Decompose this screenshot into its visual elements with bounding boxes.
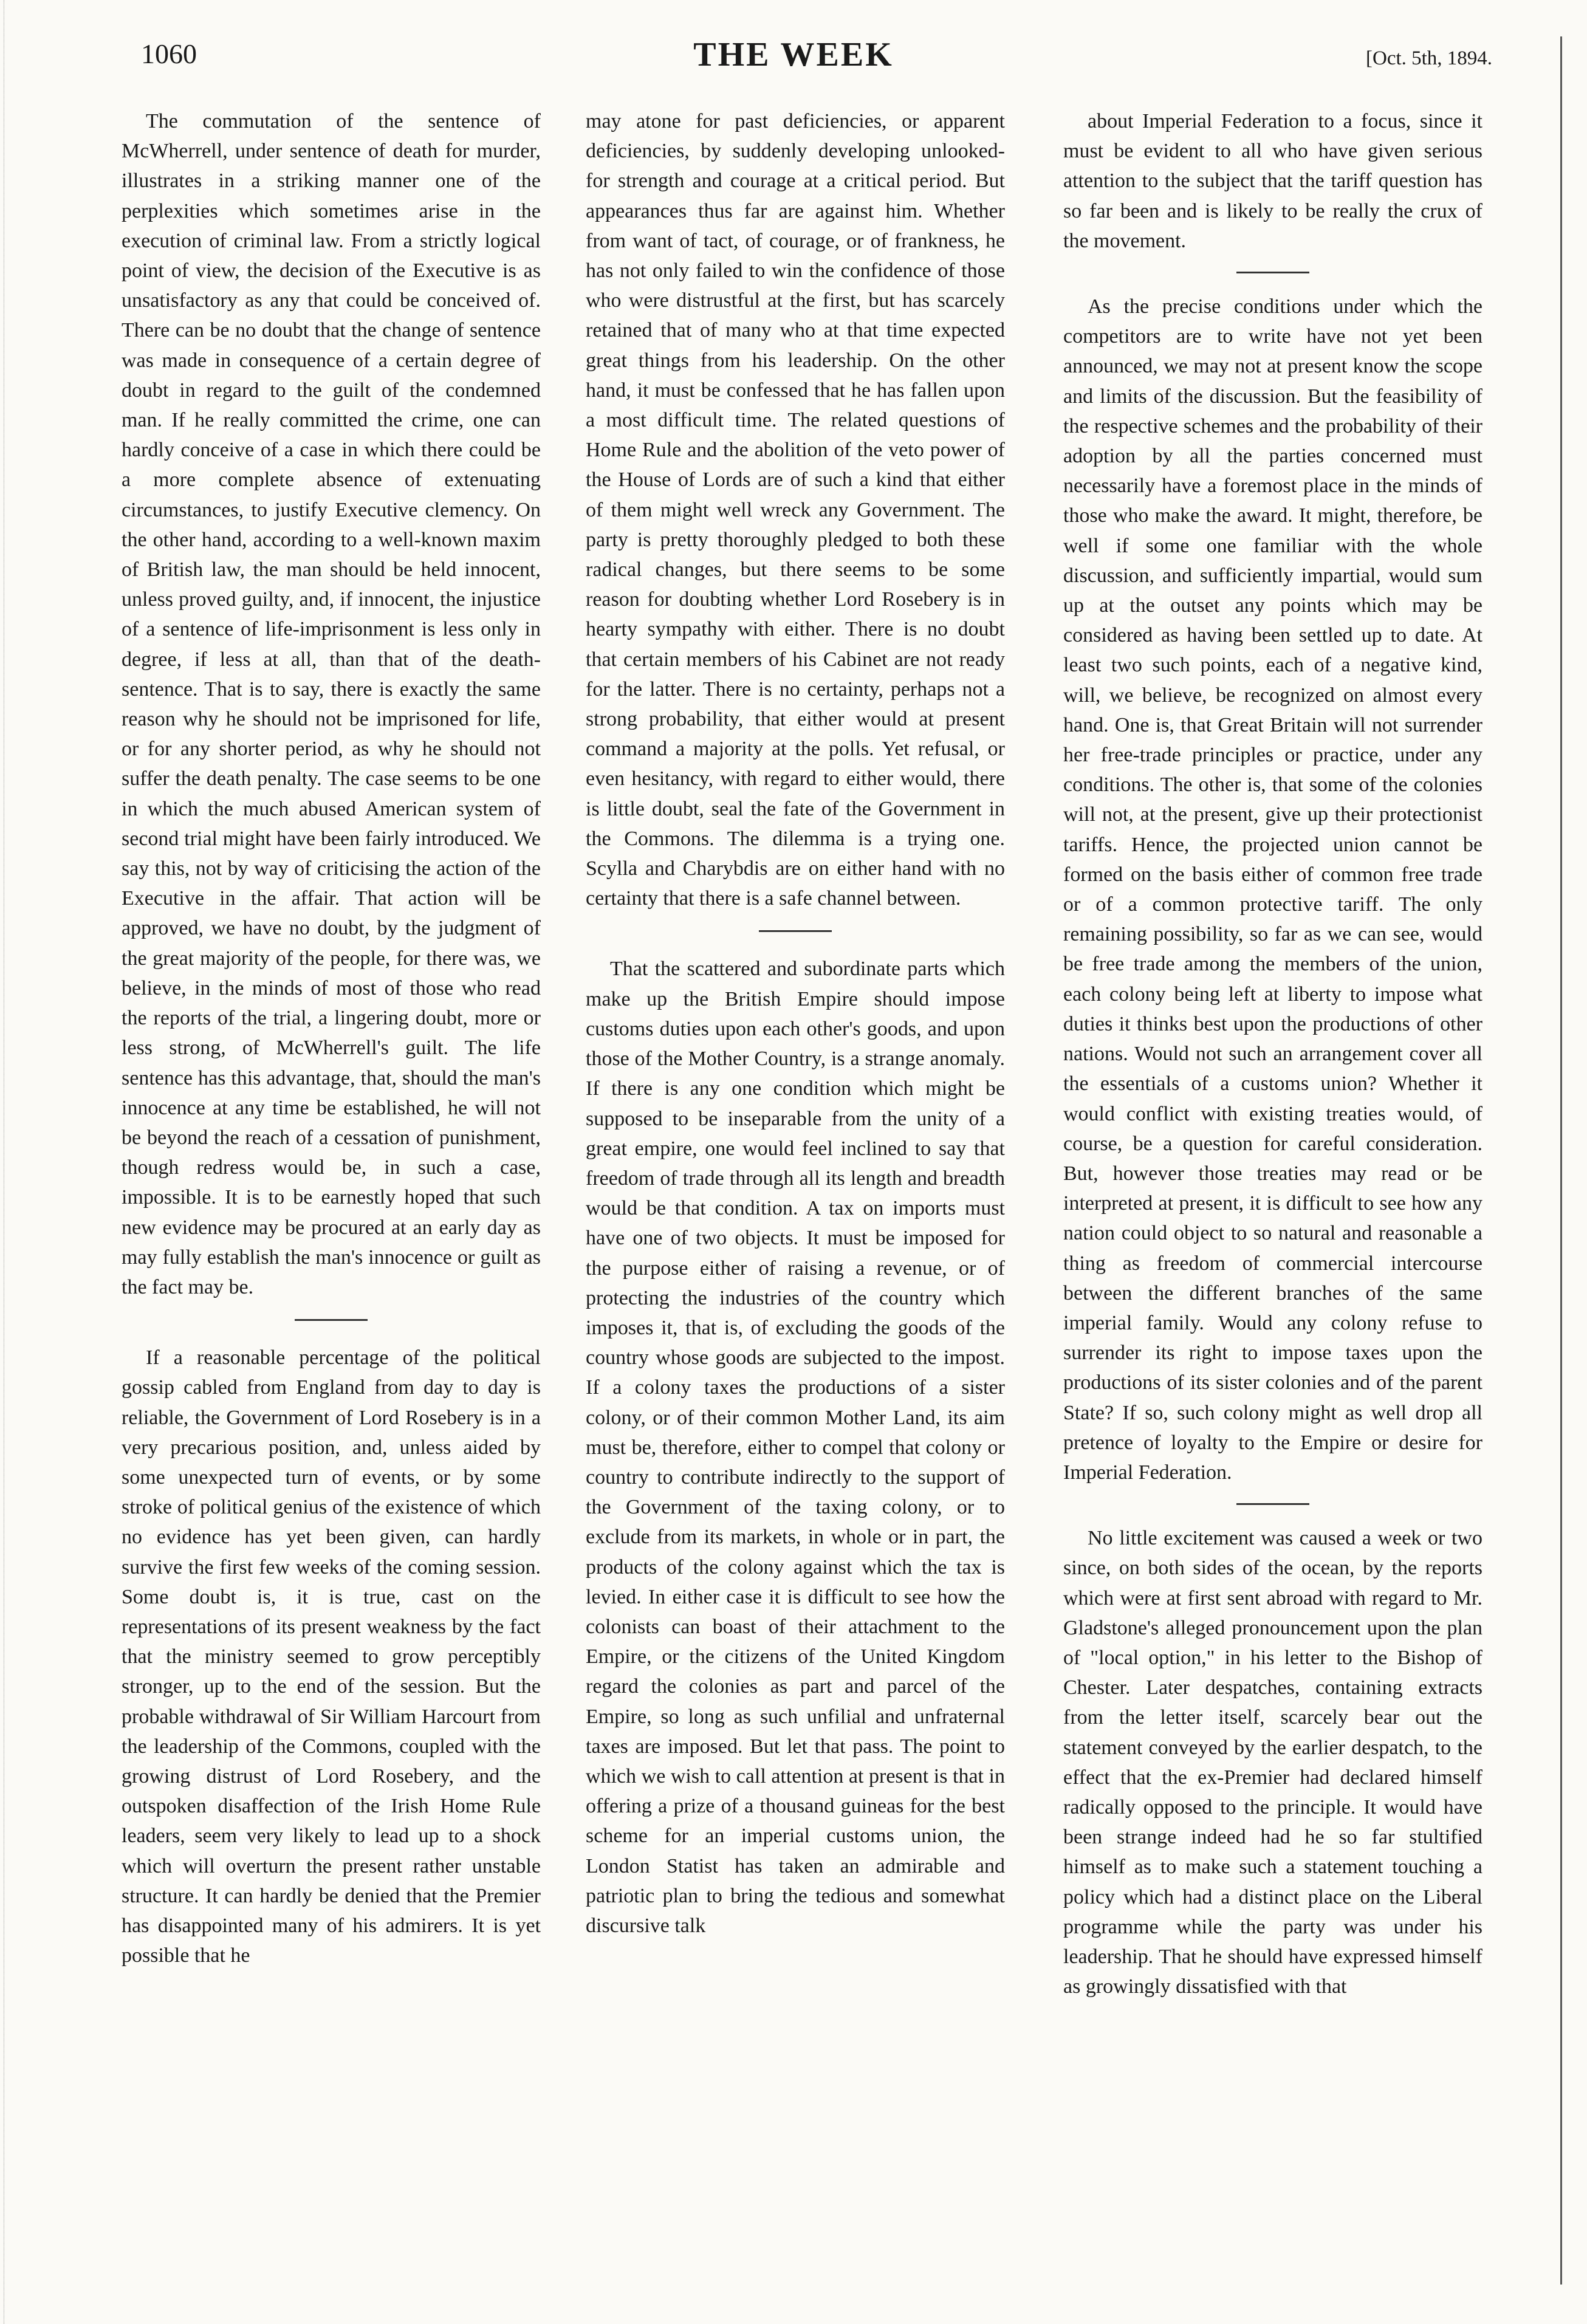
journal-title: THE WEEK <box>693 36 894 74</box>
column-3 <box>1063 106 1482 2001</box>
column-1 <box>122 106 541 1970</box>
issue-date: [Oct. 5th, 1894. <box>1366 47 1493 69</box>
page-edge-marks <box>4 0 10 2324</box>
section-divider <box>295 1319 368 1321</box>
section-divider <box>1236 1503 1309 1505</box>
section-divider <box>1236 272 1309 273</box>
paragraph-mcwherrell-sentence: The commutation of the sentence of McWherrell, under sentence of death for murder, illustrates in a striking manner one of the perplexities which sometimes arise in the execution of criminal law. From a strictly logical point of view, the decision of the Executive is as unsatisfactory as any that could be conceived of. There can be no doubt that the change of sentence was made in consequence of a certain degree of doubt in regard to the guilt of the condemned man. If he really committed the crime, one can hardly conceive of a case in which there could be a more complete absence of extenuating circumstances, to justify Executive clemency. On the other hand, according to a well-known maxim of British law, the man should be held innocent, unless proved guilty, and, if innocent, the injustice of a sentence of life-imprisonment is less only in degree, if less at all, than that of the death-sentence. That is to say, there is exactly the same reason why he should not be imprisoned for life, or for any shorter period, as why he should not suffer the death penalty. The case seems to be one in which the much abused American system of second trial might have been fairly introduced. We say this, not by way of criticising the action of the Executive in the affair. That action will be approved, we have no doubt, by the judgment of the great majority of the people, for there was, we believe, in the minds of most of those who read the reports of the trial, a lingering doubt, more or less strong, of McWherrell's guilt. The life sentence has this advantage, that, should the man's innocence at any time be established, he will not be beyond the reach of a cessation of punishment, though redress would be, in such a case, impossible. It is to be earnestly hoped that such new evidence may be procured at an early day as may fully establish the man's innocence or guilt as the fact may be. <box>122 110 541 1298</box>
page-number: 1060 <box>141 38 197 69</box>
paragraph-imperial-customs: That the scattered and subordinate parts which make up the British Empire should impose customs duties upon each other's goods, and upon those of the Mother Country, is a strange anomaly. If there is any one condition which might be supposed to be inseparable from the unity of a great empire, one would feel inclined to say that freedom of trade through all its length and breadth would be that condition. A tax on imports must have one of two objects. It must be imposed for the purpose either of raising a revenue, or of protecting the industries of the country which imposes it, that is, of excluding the goods of the country whose goods are subjected to the impost. If a colony taxes the productions of a sister colony, or of their common Mother Land, its aim must be, therefore, either to compel that colony or country to contribute indirectly to the support of the Government of the taxing colony, or to exclude from its markets, in whole or in part, the products of the colony against which the tax is levied. In either case it is difficult to see how the colonists can boast of their attachment to the Empire, or the citizens of the United Kingdom regard the colonies as part and parcel of the Empire, so long as such unfilial and unfraternal taxes are imposed. But let that pass. The point to which we wish to call attention at present is that in offering a prize of a thousand guineas for the best scheme for an imperial customs union, the London Statist has taken an admirable and patriotic plan to bring the tedious and somewhat discursive talk <box>586 958 1005 1937</box>
section-divider <box>759 930 832 932</box>
paragraph-rosebery-government: If a reasonable percentage of the political gossip cabled from England from day to day is reliable, the Government of Lord Rosebery is in a very precarious position, and, unless aided by some unexpected turn of events, or by some stroke of political genius of the existence of which no evidence has yet been given, can hardly survive the first few weeks of the coming session. Some doubt is, it is true, cast on the representations of its present weakness by the fact that the ministry seemed to grow perceptibly stronger, up to the end of the session. But the probable withdrawal of Sir William Harcourt from the leadership of the Commons, coupled with the growing distrust of Lord Rosebery, and the outspoken disaffection of the Irish Home Rule leaders, seem very likely to lead up to a shock which will overturn the present rather unstable structure. It can hardly be denied that the Premier has disappointed many of his admirers. It is yet possible that he <box>122 1346 541 1967</box>
paragraph-customs-continued: about Imperial Federation to a focus, since it must be evident to all who have given serious attention to the subject that the tariff question has so far been and is likely to be really the crux of the movement. <box>1063 110 1482 252</box>
column-2 <box>586 106 1005 1941</box>
paragraph-customs-union-conditions: As the precise conditions under which the competitors are to write have not yet been announced, we may not at present know the scope and limits of the discussion. But the feasibility of the respective schemes and the probability of their adoption by all the parties concerned must necessarily have a foremost place in the minds of those who make the award. It might, therefore, be well if some one familiar with the whole discussion, and sufficiently impartial, would sum up at the outset any points which may be considered as having been settled up to date. At least two such points, each of a negative kind, will, we believe, be recognized on almost every hand. One is, that Great Britain will not surrender her free-trade principles or practice, under any conditions. The other is, that some of the colonies will not, at the present, give up their protectionist tariffs. Hence, the projected union cannot be formed on the basis either of common free trade or of a common protective tariff. The only remaining possibility, so far as we can see, would be free trade among the members of the union, each colony being left at liberty to impose what duties it thinks best upon the productions of other nations. Would not such an arrangement cover all the essentials of a customs union? Whether it would conflict with existing treaties would, of course, be a question for careful consideration. But, however those treaties may read or be interpreted at present, it is difficult to see how any nation could object to so natural and reasonable a thing as freedom of commercial intercourse between the different branches of the same imperial family. Would any colony refuse to surrender its right to impose taxes upon the productions of its sister colonies and of the parent State? If so, such colony might as well drop all pretence of loyalty to the Empire or desire for Imperial Federation. <box>1063 295 1482 1484</box>
paragraph-gladstone-local-option: No little excitement was caused a week or two since, on both sides of the ocean, by the reports which were at first sent abroad with regard to Mr. Gladstone's alleged pronouncement upon the plan of "local option," in his letter to the Bishop of Chester. Later despatches, containing extracts from the letter itself, scarcely bear out the statement conveyed by the earlier despatch, to the effect that the ex-Premier had declared himself radically opposed to the principle. It would have been strange indeed had he so far stultified himself as to make such a statement touching a policy which had a distinct place on the Liberal programme while the party was under his leadership. That he should have expressed himself as growingly dissatisfied with that <box>1063 1527 1482 1998</box>
right-margin-rule <box>1560 36 1562 2285</box>
paragraph-rosebery-continued: may atone for past deficiencies, or apparent deficiencies, by suddenly developing unlooked-for strength and courage at a critical period. But appearances thus far are against him. Whether from want of tact, of courage, or of frankness, he has not only failed to win the confidence of those who were distrustful at the first, but has scarcely retained that of many who at that time expected great things from his leadership. On the other hand, it must be confessed that he has fallen upon a most difficult time. The related questions of Home Rule and the abolition of the veto power of the House of Lords are of such a kind that either of them might well wreck any Government. The party is pretty thoroughly pledged to both these radical changes, but there seems to be some reason for doubting whether Lord Rosebery is in hearty sympathy with either. There is no doubt that certain members of his Cabinet are not ready for the latter. There is no certainty, perhaps not a strong probability, that either would at present command a majority at the polls. Yet refusal, or even hesitancy, with regard to either would, there is little doubt, seal the fate of the Government in the Commons. The dilemma is a trying one. Scylla and Charybdis are on either hand with no certainty that there is a safe channel between. <box>586 110 1005 910</box>
masthead <box>0 0 1587 97</box>
